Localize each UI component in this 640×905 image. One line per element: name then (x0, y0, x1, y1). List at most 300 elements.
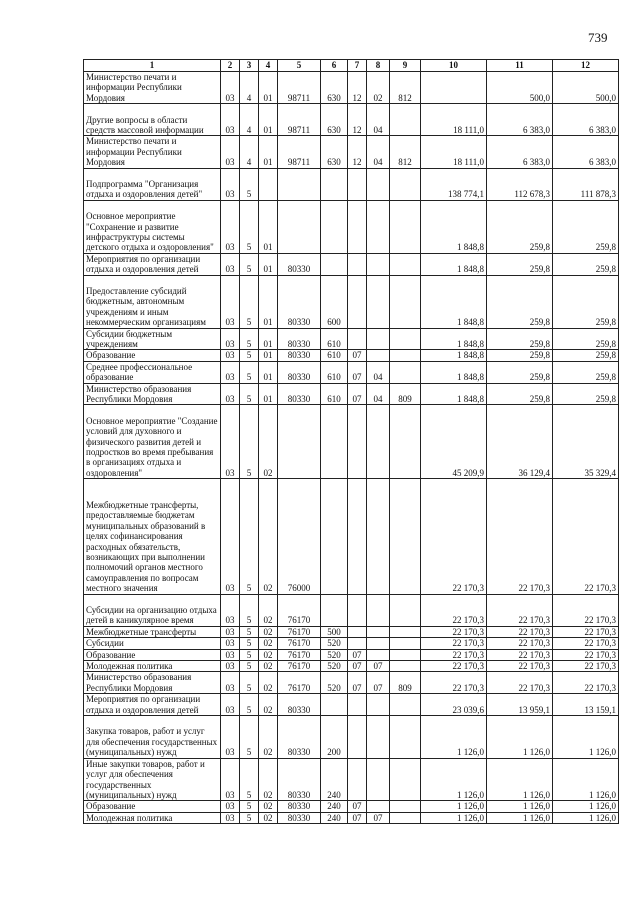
table-cell: 22 170,3 (553, 672, 619, 694)
table-row (84, 758, 619, 801)
table-cell: 80330 (278, 812, 321, 823)
table-cell (390, 104, 421, 136)
table-cell (367, 200, 390, 253)
table-cell (278, 200, 321, 253)
table-cell: 01 (259, 72, 278, 104)
table-cell: 259,8 (487, 253, 553, 275)
table-cell: 03 (221, 168, 240, 200)
table-cell (321, 168, 348, 200)
table-cell: 630 (321, 72, 348, 104)
row-label: Межбюджетные трансферты, предоставляемые бюджетам муниципальных образований в целях софинансирования расходных обязательств, возникающих при выполнении полномочий органов местного самоуправления по вопросам местного значения (84, 479, 221, 594)
table-row (84, 716, 619, 759)
table-cell: 02 (259, 672, 278, 694)
column-header: 8 (367, 60, 390, 72)
table-cell: 80330 (278, 328, 321, 350)
table-row (84, 253, 619, 275)
table-cell: 520 (321, 672, 348, 694)
table-cell: 01 (259, 104, 278, 136)
table-cell: 80330 (278, 758, 321, 801)
table-cell (321, 479, 348, 594)
column-header: 10 (421, 60, 487, 72)
table-cell: 630 (321, 104, 348, 136)
table-cell: 03 (221, 361, 240, 383)
table-cell: 1 848,8 (421, 361, 487, 383)
table-cell: 02 (259, 716, 278, 759)
table-cell: 02 (259, 661, 278, 672)
table-cell: 02 (259, 694, 278, 716)
table-cell (348, 758, 367, 801)
table-cell: 12 (348, 104, 367, 136)
row-label: Основное мероприятие "Создание условий для духовного и физического развития детей и подростков во время пребывания в организациях отдыха и оздоровления" (84, 405, 221, 479)
table-cell (348, 405, 367, 479)
table-row (84, 200, 619, 253)
table-cell (390, 328, 421, 350)
table-cell: 200 (321, 716, 348, 759)
table-cell: 02 (259, 638, 278, 649)
table-cell (321, 594, 348, 626)
table-cell: 22 170,3 (421, 672, 487, 694)
column-header: 11 (487, 60, 553, 72)
table-cell: 45 209,9 (421, 405, 487, 479)
table-cell (278, 168, 321, 200)
table-cell: 5 (240, 405, 259, 479)
row-label: Субсидии на организацию отдыха детей в каникулярное время (84, 594, 221, 626)
row-label: Субсидии бюджетным учреждениям (84, 328, 221, 350)
table-cell: 259,8 (487, 275, 553, 328)
table-cell (390, 801, 421, 812)
column-header: 7 (348, 60, 367, 72)
table-cell: 07 (348, 350, 367, 361)
table-cell: 1 126,0 (421, 801, 487, 812)
table-cell (390, 253, 421, 275)
table-cell: 03 (221, 626, 240, 637)
table-cell: 5 (240, 383, 259, 405)
table-cell: 13 159,1 (553, 694, 619, 716)
row-label: Образование (84, 801, 221, 812)
table-cell: 1 848,8 (421, 383, 487, 405)
table-row (84, 479, 619, 594)
table-cell: 22 170,3 (553, 661, 619, 672)
table-cell: 07 (367, 661, 390, 672)
table-cell: 02 (259, 405, 278, 479)
table-cell (390, 626, 421, 637)
table-cell (348, 200, 367, 253)
table-cell (390, 758, 421, 801)
table-cell (259, 168, 278, 200)
table-cell: 5 (240, 253, 259, 275)
table-cell: 610 (321, 350, 348, 361)
table-cell: 4 (240, 72, 259, 104)
table-cell: 520 (321, 649, 348, 660)
table-cell: 23 039,6 (421, 694, 487, 716)
table-cell: 03 (221, 104, 240, 136)
table-cell: 500 (321, 626, 348, 637)
table-cell: 07 (367, 812, 390, 823)
table-cell: 22 170,3 (553, 638, 619, 649)
table-cell: 259,8 (487, 361, 553, 383)
table-row (84, 104, 619, 136)
table-cell: 01 (259, 361, 278, 383)
table-cell: 259,8 (553, 350, 619, 361)
table-cell: 12 (348, 72, 367, 104)
row-label: Министерство образования Республики Мордовия (84, 383, 221, 405)
table-cell (321, 253, 348, 275)
column-header: 5 (278, 60, 321, 72)
table-cell: 80330 (278, 694, 321, 716)
row-label: Среднее профессиональное образование (84, 361, 221, 383)
table-row (84, 594, 619, 626)
table-cell (321, 200, 348, 253)
table-cell: 4 (240, 136, 259, 168)
table-cell: 76170 (278, 626, 321, 637)
table-cell: 240 (321, 812, 348, 823)
table-cell (348, 168, 367, 200)
table-cell (421, 72, 487, 104)
table-cell: 1 126,0 (553, 812, 619, 823)
table-cell (348, 694, 367, 716)
table-cell: 02 (259, 479, 278, 594)
table-cell: 01 (259, 350, 278, 361)
table-cell: 07 (348, 672, 367, 694)
table-cell (390, 694, 421, 716)
table-cell: 22 170,3 (553, 594, 619, 626)
table-cell (390, 649, 421, 660)
table-cell: 80330 (278, 383, 321, 405)
table-cell (367, 649, 390, 660)
column-header: 12 (553, 60, 619, 72)
table-cell: 22 170,3 (487, 661, 553, 672)
table-cell: 22 170,3 (421, 661, 487, 672)
table-cell: 35 329,4 (553, 405, 619, 479)
table-cell: 07 (348, 812, 367, 823)
table-cell: 02 (367, 72, 390, 104)
table-cell: 22 170,3 (553, 626, 619, 637)
table-cell (390, 168, 421, 200)
table-row (84, 350, 619, 361)
row-label: Министерство печати и информации Республики Мордовия (84, 72, 221, 104)
table-cell (390, 594, 421, 626)
table-cell: 80330 (278, 361, 321, 383)
table-cell: 1 126,0 (421, 758, 487, 801)
table-row (84, 812, 619, 823)
table-cell (390, 361, 421, 383)
column-header: 2 (221, 60, 240, 72)
table-cell: 1 848,8 (421, 200, 487, 253)
table-cell: 01 (259, 328, 278, 350)
table-row (84, 72, 619, 104)
table-cell: 809 (390, 383, 421, 405)
table-cell: 80330 (278, 275, 321, 328)
table-row (84, 405, 619, 479)
table-cell (367, 405, 390, 479)
table-cell: 259,8 (487, 328, 553, 350)
table-cell: 03 (221, 694, 240, 716)
row-label: Образование (84, 350, 221, 361)
table-cell: 1 126,0 (487, 716, 553, 759)
table-row (84, 168, 619, 200)
row-label: Образование (84, 649, 221, 660)
table-cell (278, 405, 321, 479)
table-row (84, 638, 619, 649)
table-cell: 22 170,3 (421, 479, 487, 594)
table-cell: 02 (259, 801, 278, 812)
table-cell (321, 405, 348, 479)
table-cell: 22 170,3 (487, 594, 553, 626)
table-cell: 5 (240, 626, 259, 637)
table-cell: 4 (240, 104, 259, 136)
table-cell (348, 253, 367, 275)
table-cell: 76170 (278, 661, 321, 672)
column-header: 9 (390, 60, 421, 72)
table-row (84, 649, 619, 660)
table-cell: 520 (321, 638, 348, 649)
table-cell: 22 170,3 (487, 626, 553, 637)
row-label: Иные закупки товаров, работ и услуг для обеспечения государственных (муниципальных) нужд (84, 758, 221, 801)
table-cell: 03 (221, 479, 240, 594)
table-cell: 98711 (278, 72, 321, 104)
table-cell: 03 (221, 275, 240, 328)
column-header: 4 (259, 60, 278, 72)
table-cell (367, 594, 390, 626)
table-cell: 01 (259, 383, 278, 405)
row-label: Мероприятия по организации отдыха и оздоровления детей (84, 694, 221, 716)
table-row (84, 361, 619, 383)
table-cell: 76170 (278, 649, 321, 660)
table-cell (390, 405, 421, 479)
table-cell: 1 126,0 (553, 801, 619, 812)
row-label: Подпрограмма "Организация отдыха и оздоровления детей" (84, 168, 221, 200)
table-cell: 5 (240, 812, 259, 823)
table-cell: 1 126,0 (487, 758, 553, 801)
table-cell: 12 (348, 136, 367, 168)
table-cell (367, 626, 390, 637)
table-cell (348, 716, 367, 759)
table-cell: 5 (240, 168, 259, 200)
table-cell: 259,8 (487, 383, 553, 405)
table-cell (390, 200, 421, 253)
row-label: Другие вопросы в области средств массовой информации (84, 104, 221, 136)
table-cell: 03 (221, 350, 240, 361)
table-cell: 259,8 (553, 253, 619, 275)
table-cell: 02 (259, 649, 278, 660)
table-cell (348, 626, 367, 637)
table-cell: 22 170,3 (553, 649, 619, 660)
table-cell: 1 126,0 (487, 812, 553, 823)
table-cell: 80330 (278, 716, 321, 759)
table-cell: 02 (259, 758, 278, 801)
table-cell: 520 (321, 661, 348, 672)
table-cell: 76000 (278, 479, 321, 594)
table-row (84, 136, 619, 168)
table-cell: 98711 (278, 104, 321, 136)
table-cell (367, 275, 390, 328)
table-cell (390, 661, 421, 672)
table-row (84, 672, 619, 694)
table-cell: 5 (240, 716, 259, 759)
table-cell: 259,8 (553, 275, 619, 328)
row-label: Предоставление субсидий бюджетным, автономным учреждениям и иным некоммерческим организациям (84, 275, 221, 328)
table-cell: 5 (240, 200, 259, 253)
table-cell: 80330 (278, 350, 321, 361)
table-cell: 22 170,3 (487, 638, 553, 649)
table-cell: 259,8 (553, 200, 619, 253)
page-number: 739 (588, 30, 608, 45)
table-cell (367, 716, 390, 759)
table-cell: 13 959,1 (487, 694, 553, 716)
table-cell: 500,0 (487, 72, 553, 104)
table-cell: 07 (348, 361, 367, 383)
table-cell: 01 (259, 136, 278, 168)
table-cell: 5 (240, 638, 259, 649)
table-cell: 03 (221, 383, 240, 405)
row-label: Молодежная политика (84, 661, 221, 672)
table-cell: 112 678,3 (487, 168, 553, 200)
table-cell: 809 (390, 672, 421, 694)
table-cell: 259,8 (553, 328, 619, 350)
table-cell: 02 (259, 626, 278, 637)
table-cell (367, 694, 390, 716)
table-row (84, 328, 619, 350)
table-cell: 1 126,0 (487, 801, 553, 812)
table-cell: 6 383,0 (553, 136, 619, 168)
table-row (84, 801, 619, 812)
table-cell: 1 126,0 (421, 716, 487, 759)
row-label: Межбюджетные трансферты (84, 626, 221, 637)
table-cell: 259,8 (487, 200, 553, 253)
table-cell: 04 (367, 361, 390, 383)
table-cell: 5 (240, 275, 259, 328)
table-cell: 03 (221, 758, 240, 801)
table-cell (390, 275, 421, 328)
table-cell: 02 (259, 594, 278, 626)
header-row (84, 60, 619, 72)
table-row (84, 275, 619, 328)
table-cell: 03 (221, 716, 240, 759)
table-cell: 03 (221, 649, 240, 660)
table-cell: 03 (221, 638, 240, 649)
table-cell: 5 (240, 649, 259, 660)
table-cell: 6 383,0 (487, 104, 553, 136)
table-cell: 01 (259, 275, 278, 328)
table-cell (367, 253, 390, 275)
table-cell: 07 (348, 661, 367, 672)
table-cell: 6 383,0 (553, 104, 619, 136)
table-cell: 03 (221, 253, 240, 275)
table-cell: 1 848,8 (421, 350, 487, 361)
table-cell: 5 (240, 694, 259, 716)
row-label: Министерство образования Республики Мордовия (84, 672, 221, 694)
table-cell (367, 328, 390, 350)
table-cell: 5 (240, 479, 259, 594)
table-cell: 1 126,0 (553, 716, 619, 759)
table-cell: 240 (321, 801, 348, 812)
row-label: Закупка товаров, работ и услуг для обеспечения государственных (муниципальных) нужд (84, 716, 221, 759)
table-cell (348, 594, 367, 626)
row-label: Субсидии (84, 638, 221, 649)
row-label: Молодежная политика (84, 812, 221, 823)
table-cell: 138 774,1 (421, 168, 487, 200)
table-cell: 03 (221, 136, 240, 168)
table-cell: 812 (390, 72, 421, 104)
table-cell (390, 479, 421, 594)
table-cell: 240 (321, 758, 348, 801)
table-cell: 630 (321, 136, 348, 168)
table-cell: 500,0 (553, 72, 619, 104)
table-cell: 22 170,3 (487, 672, 553, 694)
table-cell: 02 (259, 812, 278, 823)
table-cell: 1 126,0 (421, 812, 487, 823)
table-cell: 22 170,3 (421, 638, 487, 649)
table-cell: 259,8 (553, 361, 619, 383)
table-cell: 03 (221, 200, 240, 253)
table-row (84, 694, 619, 716)
table-cell: 80330 (278, 801, 321, 812)
table-cell (367, 638, 390, 649)
table-cell: 5 (240, 361, 259, 383)
table-cell: 18 111,0 (421, 104, 487, 136)
table-cell (390, 812, 421, 823)
table-cell: 03 (221, 405, 240, 479)
table-cell (390, 638, 421, 649)
table-cell: 03 (221, 661, 240, 672)
table-cell: 259,8 (487, 350, 553, 361)
table-cell: 04 (367, 104, 390, 136)
table-cell (367, 758, 390, 801)
table-cell: 07 (348, 649, 367, 660)
table-cell: 22 170,3 (421, 649, 487, 660)
table-cell: 04 (367, 136, 390, 168)
row-label: Мероприятия по организации отдыха и оздоровления детей (84, 253, 221, 275)
table-cell: 600 (321, 275, 348, 328)
table-cell: 111 878,3 (553, 168, 619, 200)
table-cell (348, 275, 367, 328)
table-cell (390, 716, 421, 759)
table-cell (348, 328, 367, 350)
table-cell: 5 (240, 594, 259, 626)
table-row (84, 383, 619, 405)
table-cell (367, 168, 390, 200)
table-cell: 04 (367, 383, 390, 405)
table-cell: 03 (221, 801, 240, 812)
table-cell: 22 170,3 (487, 479, 553, 594)
column-header: 1 (84, 60, 221, 72)
table-cell: 76170 (278, 594, 321, 626)
table-cell: 03 (221, 672, 240, 694)
table-cell: 07 (348, 383, 367, 405)
column-header: 3 (240, 60, 259, 72)
table-cell: 1 848,8 (421, 328, 487, 350)
table-cell: 610 (321, 361, 348, 383)
table-cell: 22 170,3 (421, 594, 487, 626)
table-cell (367, 479, 390, 594)
table-cell: 76170 (278, 672, 321, 694)
row-label: Министерство печати и информации Республики Мордовия (84, 136, 221, 168)
table-cell: 03 (221, 72, 240, 104)
table-cell (348, 479, 367, 594)
table-cell: 98711 (278, 136, 321, 168)
table-cell (367, 801, 390, 812)
table-cell: 22 170,3 (421, 626, 487, 637)
table-cell: 5 (240, 661, 259, 672)
table-cell: 80330 (278, 253, 321, 275)
table-cell (367, 350, 390, 361)
table-cell: 5 (240, 350, 259, 361)
table-cell: 6 383,0 (487, 136, 553, 168)
row-label: Основное мероприятие "Сохранение и развитие инфраструктуры системы детского отдыха и оздоровления" (84, 200, 221, 253)
table-cell: 1 848,8 (421, 275, 487, 328)
table-cell (321, 694, 348, 716)
table-cell: 76170 (278, 638, 321, 649)
